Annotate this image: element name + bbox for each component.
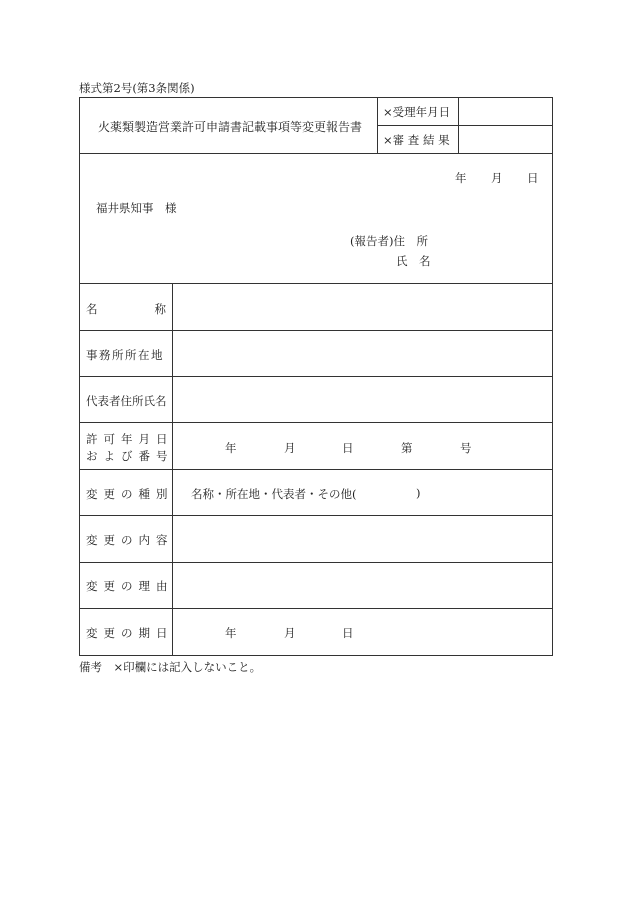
row-label-permit-number: および番号 [86, 449, 174, 463]
addressee: 福井県知事 様 [96, 201, 177, 215]
received-date-label: ×受理年月日 [383, 105, 451, 119]
review-result-label: ×審 査 結 果 [383, 133, 450, 147]
review-result-field[interactable] [459, 126, 552, 153]
change-date-month-label: 月 [284, 626, 296, 640]
date-day-label: 日 [527, 171, 539, 185]
representative-field[interactable] [173, 377, 552, 422]
name-field[interactable] [173, 284, 552, 330]
permit-year-label: 年 [225, 441, 237, 455]
permit-number-prefix: 第 [401, 441, 413, 455]
date-year-label: 年 [455, 171, 467, 185]
row-label-name: 名 称 [86, 302, 166, 316]
row-label-change-type: 変更の種別 [86, 487, 174, 501]
reporter-name-label: 氏 名 [396, 254, 431, 268]
row-label-change-date: 変更の期日 [86, 626, 174, 640]
row-label-change-content: 変更の内容 [86, 533, 174, 547]
form-number-label: 様式第2号(第3条関係) [79, 81, 195, 95]
remarks-note: 備考 ×印欄には記入しないこと。 [79, 660, 262, 674]
row-label-permit-date: 許可年月日 [86, 432, 174, 446]
change-content-field[interactable] [173, 516, 552, 562]
office-location-field[interactable] [173, 331, 552, 376]
permit-day-label: 日 [342, 441, 354, 455]
change-type-close-paren: ) [416, 486, 421, 500]
change-date-year-label: 年 [225, 626, 237, 640]
date-month-label: 月 [491, 171, 503, 185]
form-title: 火薬類製造営業許可申請書記載事項等変更報告書 [98, 120, 363, 134]
row-label-change-reason: 変更の理由 [86, 579, 174, 593]
change-reason-field[interactable] [173, 563, 552, 608]
row-label-office-location: 事務所所在地 [86, 348, 164, 362]
row-label-representative: 代表者住所氏名 [86, 394, 167, 408]
reporter-address-label: (報告者)住 所 [350, 234, 428, 248]
change-type-options: 名称・所在地・代表者・その他( [191, 487, 357, 501]
permit-month-label: 月 [284, 441, 296, 455]
received-date-field[interactable] [459, 98, 552, 125]
change-date-day-label: 日 [342, 626, 354, 640]
permit-number-suffix: 号 [460, 441, 472, 455]
